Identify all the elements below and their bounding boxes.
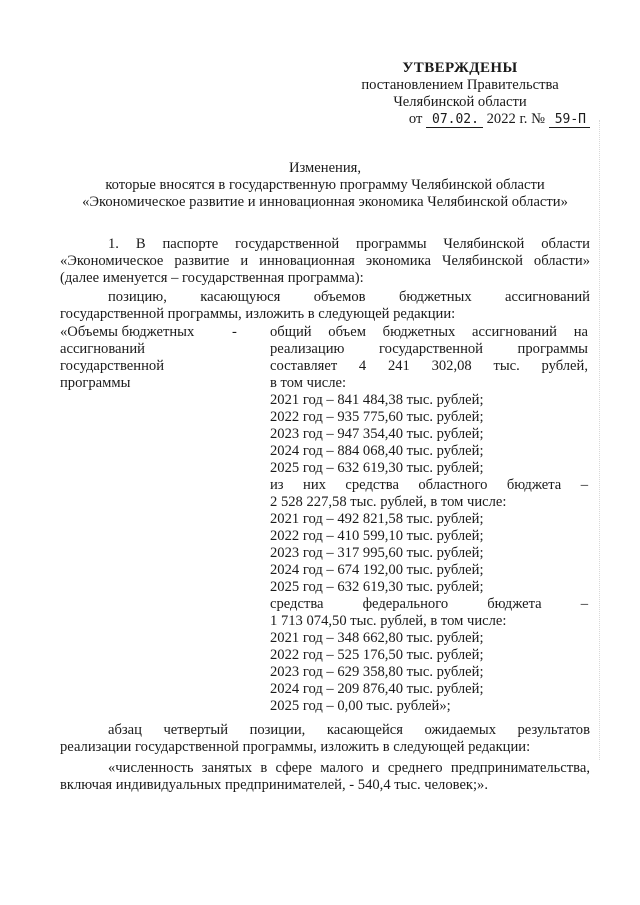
paragraph-3-line-2: реализации государственной программы, изложить в следующей редакции: bbox=[60, 739, 531, 755]
position-label-line: государственной bbox=[60, 358, 165, 374]
year-amount-line: 2023 год – 947 354,40 тыс. рублей; bbox=[270, 426, 484, 442]
approval-year: 2022 г. № bbox=[486, 111, 546, 127]
year-amount-line: 2023 год – 317 995,60 тыс. рублей; bbox=[270, 545, 484, 561]
year-amount-line: 2024 год – 674 192,00 тыс. рублей; bbox=[270, 562, 484, 578]
year-amount-line: 2022 год – 935 775,60 тыс. рублей; bbox=[270, 409, 484, 425]
paragraph-3 bbox=[60, 722, 590, 756]
year-amount-line: 2025 год – 632 619,30 тыс. рублей; bbox=[270, 460, 484, 476]
regional-budget-line-1: из них средства областного бюджета – bbox=[270, 477, 588, 493]
regional-budget-line-2: 2 528 227,58 тыс. рублей, в том числе: bbox=[270, 494, 507, 510]
paragraph-2-line-2: государственной программы, изложить в следующей редакции: bbox=[60, 306, 456, 322]
paragraph-1 bbox=[60, 236, 590, 287]
year-amount-line: 2022 год – 410 599,10 тыс. рублей; bbox=[270, 528, 484, 544]
position-label-line: «Объемы бюджетных bbox=[60, 324, 195, 340]
year-amount-line: 2024 год – 884 068,40 тыс. рублей; bbox=[270, 443, 484, 459]
position-label-line: программы bbox=[60, 375, 131, 391]
total-line-2: реализацию государственной программы bbox=[270, 341, 588, 357]
approval-from: от bbox=[408, 111, 423, 127]
document-heading bbox=[60, 160, 590, 211]
year-amount-line: 2021 год – 841 484,38 тыс. рублей; bbox=[270, 392, 484, 408]
total-line-3: составляет 4 241 302,08 тыс. рублей, bbox=[270, 358, 588, 374]
position-dash: - bbox=[232, 324, 237, 340]
paragraph-4 bbox=[60, 760, 590, 794]
year-amount-line: 2025 год – 632 619,30 тыс. рублей; bbox=[270, 579, 484, 595]
approval-line-1: постановлением Правительства bbox=[361, 77, 559, 93]
heading-line-3: «Экономическое развитие и инновационная экономика Челябинской области» bbox=[82, 194, 568, 210]
approval-date: 07.02. bbox=[426, 112, 483, 128]
position-value bbox=[270, 324, 588, 715]
scan-edge-mark bbox=[598, 120, 600, 760]
approval-title: УТВЕРЖДЕНЫ bbox=[402, 60, 518, 76]
approval-line-2: Челябинской области bbox=[393, 94, 527, 110]
approval-date-line bbox=[330, 111, 590, 128]
year-amount-line: 2021 год – 348 662,80 тыс. рублей; bbox=[270, 630, 484, 646]
heading-line-1: Изменения, bbox=[288, 160, 362, 176]
position-label-line: ассигнований bbox=[60, 341, 145, 357]
total-line-1: общий объем бюджетных ассигнований на bbox=[270, 324, 588, 340]
federal-budget-line-2: 1 713 074,50 тыс. рублей, в том числе: bbox=[270, 613, 507, 629]
year-amount-line: 2021 год – 492 821,58 тыс. рублей; bbox=[270, 511, 484, 527]
heading-line-2: которые вносятся в государственную программу Челябинской области bbox=[105, 177, 545, 193]
year-amount-line: 2022 год – 525 176,50 тыс. рублей; bbox=[270, 647, 484, 663]
approval-number: 59-П bbox=[549, 112, 590, 128]
paragraph-2 bbox=[60, 289, 590, 323]
year-amount-line: 2025 год – 0,00 тыс. рублей»; bbox=[270, 698, 451, 714]
position-label bbox=[60, 324, 235, 392]
year-amount-line: 2024 год – 209 876,40 тыс. рублей; bbox=[270, 681, 484, 697]
approval-stamp bbox=[330, 60, 590, 128]
federal-budget-line-1: средства федерального бюджета – bbox=[270, 596, 588, 612]
paragraph-1-line-2: «Экономическое развитие и инновационная экономика Челябинской области» bbox=[60, 253, 590, 269]
paragraph-1-line-1: 1. В паспорте государственной программы Челябинской области bbox=[108, 236, 590, 252]
including-label: в том числе: bbox=[270, 375, 347, 391]
paragraph-1-line-3: (далее именуется – государственная программа): bbox=[60, 270, 364, 286]
paragraph-4-line-2: включая индивидуальных предпринимателей, - 540,4 тыс. человек;». bbox=[60, 777, 489, 793]
paragraph-3-line-1: абзац четвертый позиции, касающейся ожидаемых результатов bbox=[108, 722, 590, 738]
year-amount-line: 2023 год – 629 358,80 тыс. рублей; bbox=[270, 664, 484, 680]
paragraph-4-line-1: «численность занятых в сфере малого и среднего предпринимательства, bbox=[108, 760, 590, 776]
paragraph-2-line-1: позицию, касающуюся объемов бюджетных ассигнований bbox=[108, 289, 590, 305]
